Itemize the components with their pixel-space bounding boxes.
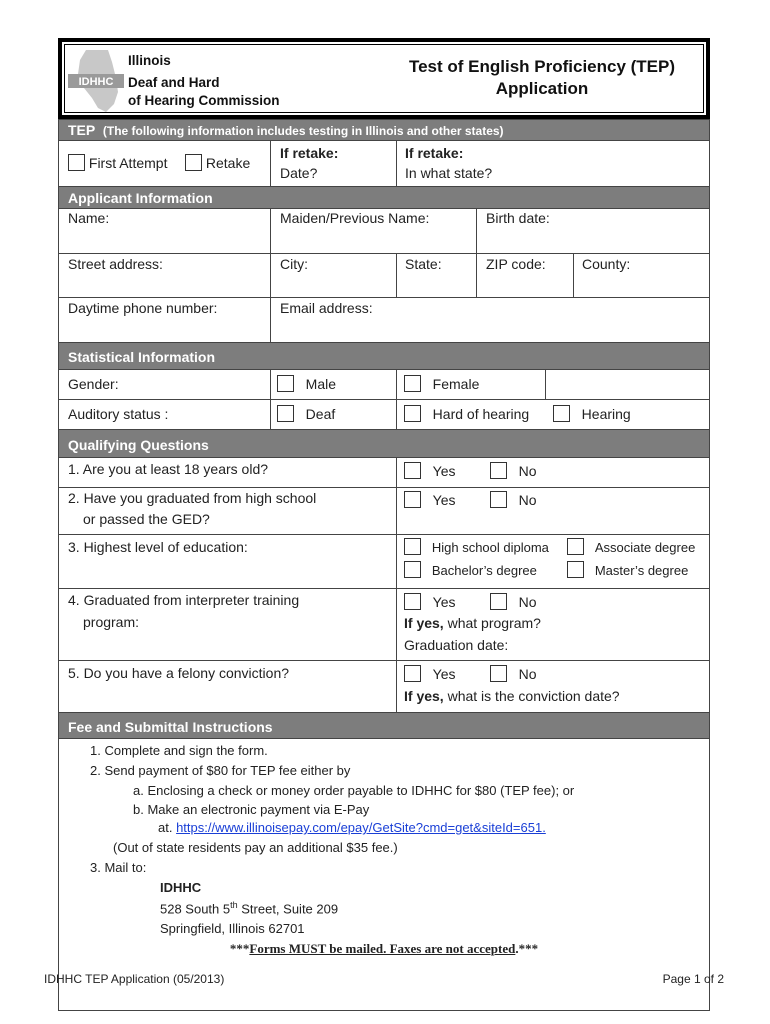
auditory-label: Auditory status :	[68, 406, 169, 422]
question-1-row	[59, 457, 709, 487]
question-4-row	[59, 588, 709, 660]
q2-no-checkbox[interactable]	[490, 491, 507, 508]
q3-text: 3. Highest level of education:	[68, 539, 248, 555]
edu-assoc-option[interactable]	[567, 538, 695, 555]
q2-text-line-1: 2. Have you graduated from high school	[68, 490, 317, 506]
q2-yes-checkbox[interactable]	[404, 491, 421, 508]
q5-text: 5. Do you have a felony conviction?	[68, 665, 290, 681]
step-1: 1. Complete and sign the form.	[90, 743, 268, 758]
state-field[interactable]	[396, 254, 476, 297]
name-field[interactable]	[59, 209, 270, 253]
retake-checkbox[interactable]	[185, 154, 202, 171]
mail-notice-text: Forms MUST be mailed. Faxes are not accepted	[249, 941, 516, 956]
qualifying-band: Qualifying Questions	[59, 429, 709, 457]
city-field[interactable]	[270, 254, 396, 297]
birth-date-field[interactable]	[476, 209, 709, 253]
q5-no-checkbox[interactable]	[490, 665, 507, 682]
q1-no-label: No	[518, 463, 537, 479]
edu-assoc-label: Associate degree	[594, 540, 696, 555]
q5-no-option[interactable]	[490, 665, 537, 682]
q5-yes-checkbox[interactable]	[404, 665, 421, 682]
first-attempt-option[interactable]	[68, 154, 167, 171]
org-line-1: Illinois	[128, 53, 171, 68]
address-suffix: th	[230, 900, 238, 910]
q5-answers	[396, 661, 709, 712]
edu-bach-label: Bachelor’s degree	[431, 563, 537, 578]
applicant-band: Applicant Information	[59, 186, 709, 208]
q4-if-yes: If yes,	[404, 615, 444, 631]
step-2: 2. Send payment of $80 for TEP fee either by	[90, 763, 351, 778]
hearing-option[interactable]	[553, 405, 631, 422]
q1-yes-checkbox[interactable]	[404, 462, 421, 479]
attempt-cell	[59, 141, 270, 186]
step-2a: a. Enclosing a check or money order payable to IDHHC for $80 (TEP fee); or	[133, 783, 575, 798]
epay-at: at.	[158, 820, 177, 835]
logo-text: IDHHC	[78, 76, 114, 88]
tep-attempt-row	[59, 140, 709, 186]
retake-date-sub: Date?	[280, 165, 318, 181]
edu-master-checkbox[interactable]	[567, 561, 584, 578]
email-field[interactable]	[270, 298, 709, 342]
q1-text: 1. Are you at least 18 years old?	[68, 461, 269, 477]
q1-answers	[396, 458, 709, 487]
retake-state-sub: In what state?	[405, 165, 493, 181]
tep-band	[59, 119, 709, 140]
maiden-name-field[interactable]	[270, 209, 476, 253]
street-label: Street address:	[68, 256, 163, 272]
q3-answers	[396, 535, 709, 588]
footer-page-number: Page 1 of 2	[662, 972, 724, 986]
hoh-option[interactable]	[404, 405, 529, 422]
q1-cell	[59, 458, 396, 487]
q1-no-checkbox[interactable]	[490, 462, 507, 479]
title-line-1: Test of English Proficiency (TEP)	[408, 57, 676, 76]
retake-state-label: If retake:	[405, 145, 464, 161]
gender-empty-cell	[545, 370, 709, 399]
address-city: Springfield, Illinois 62701	[160, 921, 305, 936]
q2-yes-label: Yes	[432, 492, 456, 508]
edu-master-option[interactable]	[567, 561, 688, 578]
zip-field[interactable]	[476, 254, 573, 297]
q5-what-date: what is the conviction date?	[443, 688, 620, 704]
city-label: City:	[280, 256, 308, 272]
contact-row	[59, 297, 709, 342]
q4-answers	[396, 589, 709, 660]
q4-no-option[interactable]	[490, 593, 537, 610]
address-name: IDHHC	[160, 880, 202, 895]
hearing-label: Hearing	[581, 406, 631, 422]
q1-yes-label: Yes	[432, 463, 456, 479]
maiden-label: Maiden/Previous Name:	[280, 210, 430, 226]
county-field[interactable]	[573, 254, 709, 297]
question-2-row	[59, 487, 709, 534]
retake-date-cell[interactable]	[270, 141, 396, 186]
hearing-checkbox[interactable]	[553, 405, 570, 422]
address-rest: Street, Suite 209	[237, 901, 339, 917]
retake-label: Retake	[205, 155, 251, 171]
org-line-3: of Hearing Commission	[128, 93, 280, 108]
female-checkbox[interactable]	[404, 375, 421, 392]
fee-band: Fee and Submittal Instructions	[59, 712, 709, 738]
auditory-options	[396, 400, 709, 429]
q4-graduation-date[interactable]: Graduation date:	[404, 637, 509, 653]
tep-band-label: TEP	[68, 122, 95, 138]
deaf-label: Deaf	[305, 406, 336, 422]
q5-no-label: No	[518, 666, 537, 682]
footer-doc-id: IDHHC TEP Application (05/2013)	[44, 972, 225, 986]
application-form	[58, 119, 710, 1011]
q5-if-yes: If yes,	[404, 688, 444, 704]
q4-program-prompt[interactable]	[404, 615, 541, 631]
q5-yes-option[interactable]	[404, 665, 456, 682]
fee-instructions	[59, 738, 709, 1010]
q2-no-label: No	[518, 492, 537, 508]
q1-no-option[interactable]	[490, 462, 537, 479]
org-line-2: Deaf and Hard	[128, 75, 220, 90]
gender-row	[59, 369, 709, 399]
address-row	[59, 253, 709, 297]
q5-yes-label: Yes	[432, 666, 456, 682]
out-of-state-note: (Out of state residents pay an additional $35 fee.)	[113, 840, 398, 855]
first-attempt-label: First Attempt	[88, 155, 168, 171]
retake-state-cell[interactable]	[396, 141, 709, 186]
statistical-band: Statistical Information	[59, 342, 709, 369]
phone-field[interactable]	[59, 298, 270, 342]
first-attempt-checkbox[interactable]	[68, 154, 85, 171]
deaf-checkbox[interactable]	[277, 405, 294, 422]
q2-cell	[59, 488, 396, 534]
q3-cell	[59, 535, 396, 588]
auditory-label-cell	[59, 400, 270, 429]
county-label: County:	[582, 256, 631, 272]
phone-label: Daytime phone number:	[68, 300, 218, 316]
edu-bach-checkbox[interactable]	[404, 561, 421, 578]
step-3: 3. Mail to:	[90, 860, 147, 875]
edu-hs-option[interactable]	[404, 538, 549, 555]
title-line-2: Application	[495, 79, 589, 98]
question-5-row	[59, 660, 709, 712]
state-label: State:	[405, 256, 442, 272]
step-2b: b. Make an electronic payment via E-Pay	[133, 802, 370, 817]
q4-no-checkbox[interactable]	[490, 593, 507, 610]
q2-no-option[interactable]	[490, 491, 537, 508]
tep-band-note: (The following information includes testing in Illinois and other states)	[102, 124, 504, 138]
q2-answers	[396, 488, 709, 534]
q4-yes-checkbox[interactable]	[404, 593, 421, 610]
epay-link[interactable]: https://www.illinoisepay.com/epay/GetSite?cmd=get&siteId=651.	[176, 820, 546, 835]
male-label: Male	[305, 376, 337, 392]
address-street	[160, 900, 338, 916]
gender-label-cell	[59, 370, 270, 399]
male-checkbox[interactable]	[277, 375, 294, 392]
organization-name	[128, 52, 280, 110]
female-option[interactable]	[396, 370, 545, 399]
form-header	[58, 38, 710, 119]
q5-conviction-prompt[interactable]	[404, 688, 620, 704]
edu-hs-label: High school diploma	[431, 540, 549, 555]
female-label: Female	[432, 376, 480, 392]
male-option[interactable]	[270, 370, 396, 399]
hoh-checkbox[interactable]	[404, 405, 421, 422]
q4-no-label: No	[518, 594, 537, 610]
address-number: 528 South 5	[160, 901, 231, 917]
hoh-label: Hard of hearing	[432, 406, 530, 422]
name-row	[59, 208, 709, 253]
mail-notice	[59, 941, 709, 957]
q2-yes-option[interactable]	[404, 491, 456, 508]
q4-yes-option[interactable]	[404, 593, 456, 610]
gender-label: Gender:	[68, 376, 119, 392]
q4-text-line-2: program:	[83, 614, 140, 630]
illinois-state-logo	[68, 48, 124, 114]
question-3-row	[59, 534, 709, 588]
q5-cell	[59, 661, 396, 712]
page-title	[372, 56, 712, 100]
mail-notice-pre: ***	[229, 941, 250, 956]
zip-label: ZIP code:	[486, 256, 546, 272]
name-label: Name:	[68, 210, 110, 226]
q4-yes-label: Yes	[432, 594, 456, 610]
street-field[interactable]	[59, 254, 270, 297]
q1-yes-option[interactable]	[404, 462, 456, 479]
auditory-row	[59, 399, 709, 429]
edu-master-label: Master’s degree	[594, 563, 689, 578]
retake-option[interactable]	[185, 154, 250, 171]
edu-bach-option[interactable]	[404, 561, 537, 578]
q4-text-line-1: 4. Graduated from interpreter training	[68, 592, 300, 608]
email-label: Email address:	[280, 300, 373, 316]
q2-text-line-2: or passed the GED?	[83, 511, 210, 527]
epay-line	[158, 820, 546, 835]
q4-cell	[59, 589, 396, 660]
q4-what-program: what program?	[443, 615, 541, 631]
edu-assoc-checkbox[interactable]	[567, 538, 584, 555]
edu-hs-checkbox[interactable]	[404, 538, 421, 555]
mail-notice-post: .***	[515, 941, 539, 956]
deaf-option[interactable]	[270, 400, 396, 429]
retake-date-label: If retake:	[280, 145, 339, 161]
birth-label: Birth date:	[486, 210, 550, 226]
